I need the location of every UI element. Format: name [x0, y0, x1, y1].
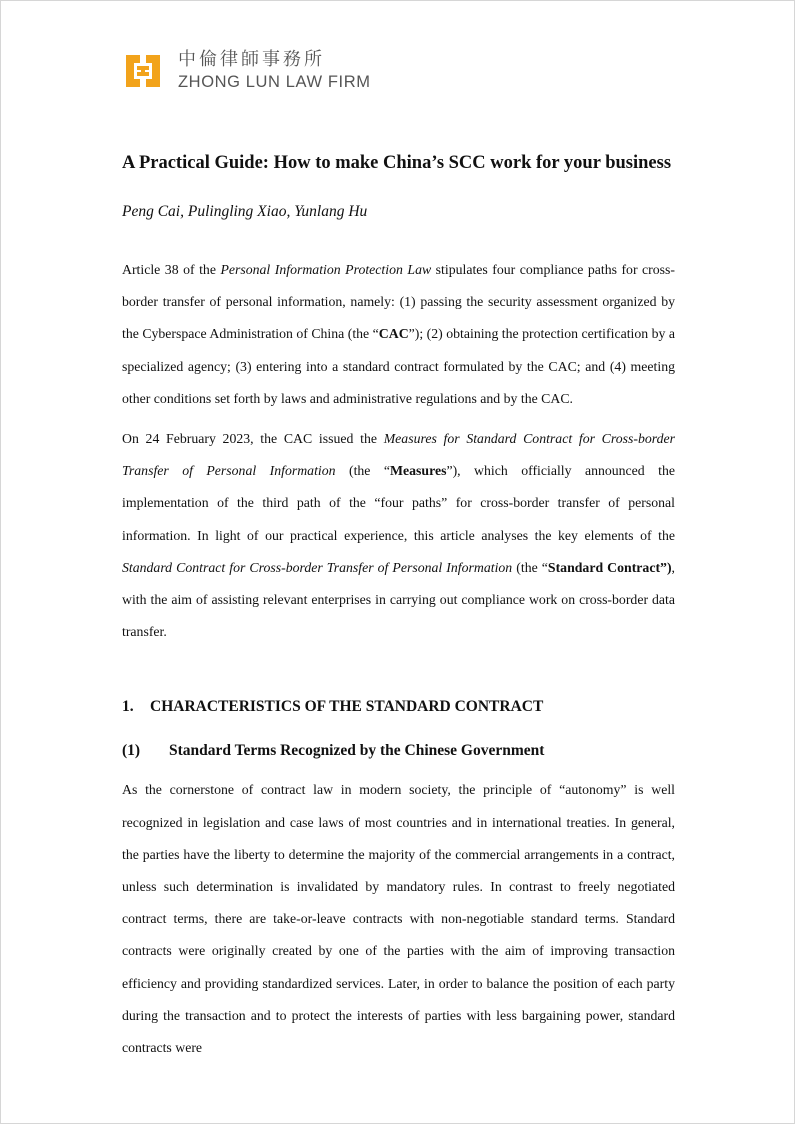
- firm-logo: [123, 50, 371, 92]
- defined-term-standard-contract: Standard Contract”): [547, 559, 672, 575]
- article-body: [122, 151, 675, 1064]
- text-run: stipulates four compliance paths for cross-border transfer of personal information, namely: (1) passing the security assessment organized by the Cyberspace Administration of China (the “: [122, 262, 675, 342]
- defined-term-cac: CAC: [378, 326, 409, 342]
- subsection-number: (1): [122, 742, 141, 760]
- law-title: Personal Information Protection Law: [220, 262, 432, 277]
- logo-chinese-name: 中倫律師事務所: [178, 49, 325, 70]
- article-authors: Peng Cai, Pulingling Xiao, Yunlang Hu: [122, 203, 368, 220]
- logo-english-name: ZHONG LUN LAW FIRM: [178, 73, 371, 91]
- section-title: CHARACTERISTICS OF THE STANDARD CONTRACT: [150, 698, 544, 716]
- paragraph-2: [122, 423, 675, 648]
- subsection-title: Standard Terms Recognized by the Chinese Government: [169, 742, 545, 760]
- section-heading: [122, 696, 675, 718]
- section-number: 1.: [122, 698, 134, 716]
- text-run: , with the aim of assisting relevant enterprises in carrying out compliance work on cross-border data transfer.: [122, 559, 675, 640]
- text-run: (the “: [335, 463, 390, 479]
- text-run: On 24 February 2023, the CAC issued the: [122, 431, 384, 447]
- text-run: ”), which officially announced the implementation of the third path of the “four paths” for cross-border transfer of personal information. In light of our practical experience, this article analyses the key elements of the: [122, 463, 675, 543]
- measures-title: Measures for Standard Contract for Cross-border Transfer of Personal Information: [122, 431, 675, 479]
- zhong-lun-logo-icon: [123, 51, 163, 91]
- text-run: (the “: [512, 559, 548, 575]
- paragraph-1: [122, 254, 675, 415]
- article-title: A Practical Guide: How to make China’s SCC work for your business: [122, 153, 672, 173]
- text-run: Article 38 of the: [122, 262, 221, 277]
- text-run: ”); (2) obtaining the protection certification by a specialized agency; (3) entering into a standard contract formulated by the CAC; and (4) meeting other conditions set forth by laws and administrative regulations and by the CAC.: [122, 326, 675, 406]
- defined-term-measures: Measures: [389, 463, 447, 479]
- contract-title: Standard Contract for Cross-border Transfer of Personal Information: [122, 559, 513, 575]
- subsection-heading: [122, 740, 675, 762]
- paragraph-3: As the cornerstone of contract law in modern society, the principle of “autonomy” is well recognized in legislation and case laws of most countries and in international treaties. In general, the parties have the liberty to determine the majority of the commercial arrangements in a contract, unless such determination is invalidated by mandatory rules. In contrast to freely negotiated contract terms, there are take-or-leave contracts with non-negotiable standard terms. Standard contracts were originally created by one of the parties with the aim of improving transaction efficiency and providing standardized services. Later, in order to balance the position of each party during the transaction and to protect the interests of parties with less bargaining power, standard contracts were: [122, 782, 675, 1056]
